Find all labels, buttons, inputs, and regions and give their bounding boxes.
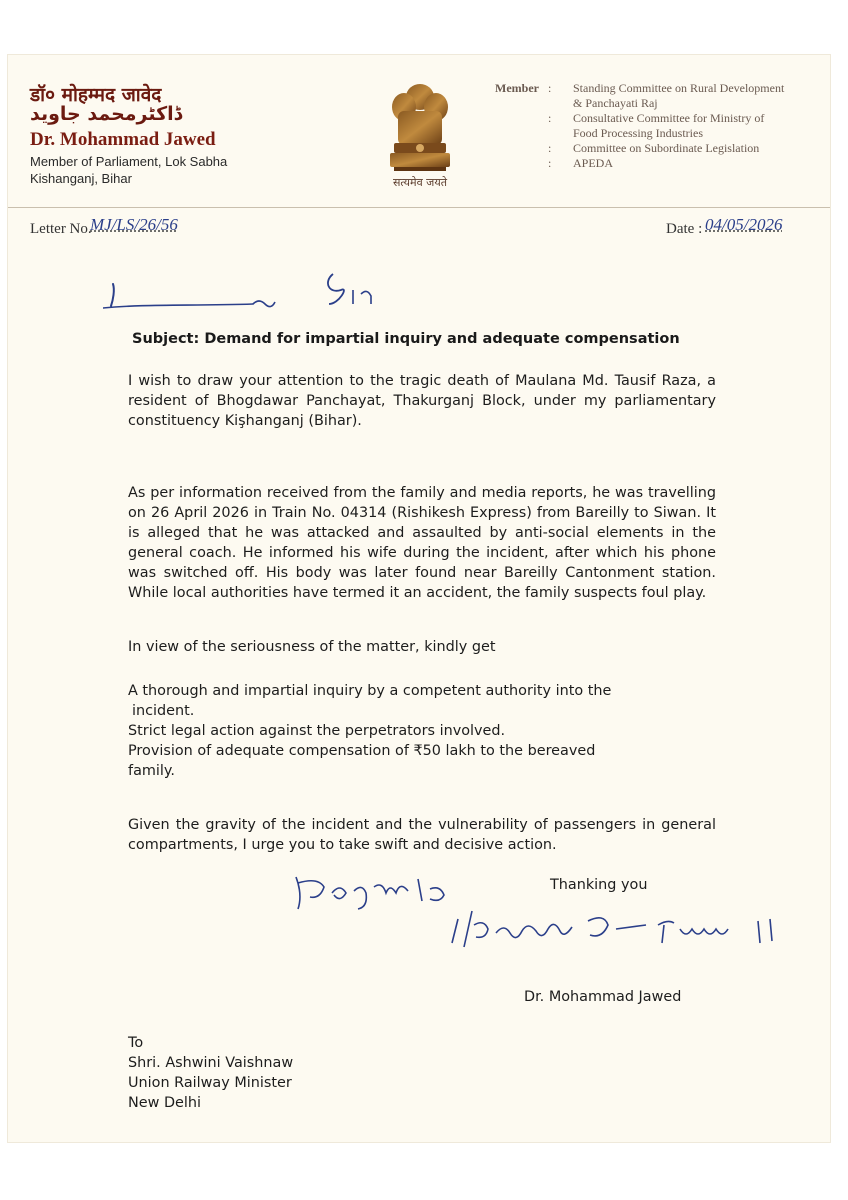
list-item: family. [128, 763, 175, 779]
letterhead-name-hindi: डॉ० मोहम्मद जावेद [30, 84, 162, 106]
letter-sheet [8, 55, 830, 1142]
membership-item-cont: Food Processing Industries [573, 126, 703, 140]
membership-item: : APEDA [548, 156, 614, 170]
list-item: A thorough and impartial inquiry by a competent authority into the [128, 683, 612, 699]
membership-item: : Standing Committee on Rural Development [548, 81, 785, 95]
letter-no-value: MJ/LS/26/56 [90, 215, 178, 234]
membership-item-cont: & Panchayati Raj [573, 96, 658, 110]
signer-name: Dr. Mohammad Jawed [524, 989, 682, 1005]
membership-item: : Consultative Committee for Ministry of [548, 111, 765, 125]
subject-line: Subject: Demand for impartial inquiry and adequate compensation [132, 331, 680, 347]
membership-list [548, 81, 818, 171]
list-item: incident. [132, 703, 195, 719]
body-paragraph: In view of the seriousness of the matter, kindly get [128, 639, 496, 655]
emblem-motto: सत्यमेव जयते [392, 176, 447, 189]
list-item: Strict legal action against the perpetrators involved. [128, 723, 506, 739]
handwritten-signature [448, 903, 798, 963]
body-paragraph: As per information received from the family and media reports, he was travelling on 26 April 2026 in Train No. 04314 (Rishikesh Express) from Bareilly to Siwan. It is alleged that he was attacked and assaulted by anti-social elements in the general coach. He informed his wife during the incident, after which his phone was switched off. His body was later found near Bareilly Cantonment station. While local authorities have termed it an accident, the family suspects foul play. [128, 485, 716, 601]
letterhead-divider [8, 207, 830, 208]
demands-list [128, 681, 718, 781]
date-label: Date : [666, 221, 703, 237]
member-label: Member [495, 81, 539, 95]
letterhead-constituency: Kishanganj, Bihar [30, 171, 132, 186]
letterhead-name-urdu: ڈاکٹرمحمد جاوید [30, 103, 183, 125]
addressee-city: New Delhi [128, 1095, 202, 1111]
body-paragraph: I wish to draw your attention to the tragic death of Maulana Md. Tausif Raza, a resident of Bhogdawar Panchayat, Thakurganj Block, under my parliamentary constituency Kişhanganj (Bihar). [128, 373, 716, 429]
list-item: Provision of adequate compensation of ₹50 lakh to the bereaved [128, 743, 596, 759]
addressee-designation: Union Railway Minister [128, 1075, 292, 1091]
handwritten-salutation [103, 260, 403, 320]
letterhead-title: Member of Parliament, Lok Sabha [30, 154, 228, 169]
letterhead-name-english: Dr. Mohammad Jawed [30, 129, 216, 150]
letter-no-label: Letter No. [30, 221, 92, 237]
addressee-name: Shri. Ashwini Vaishnaw [128, 1055, 294, 1071]
closing-thanking: Thanking you [550, 877, 648, 893]
addressee-to: To [128, 1035, 144, 1051]
date-value: 04/05/2026 [705, 215, 783, 234]
membership-item: : Committee on Subordinate Legislation [548, 141, 760, 155]
addressee-block [128, 1033, 293, 1113]
body-paragraph: Given the gravity of the incident and the vulnerability of passengers in general compartments, I urge you to take swift and decisive action. [128, 817, 716, 853]
